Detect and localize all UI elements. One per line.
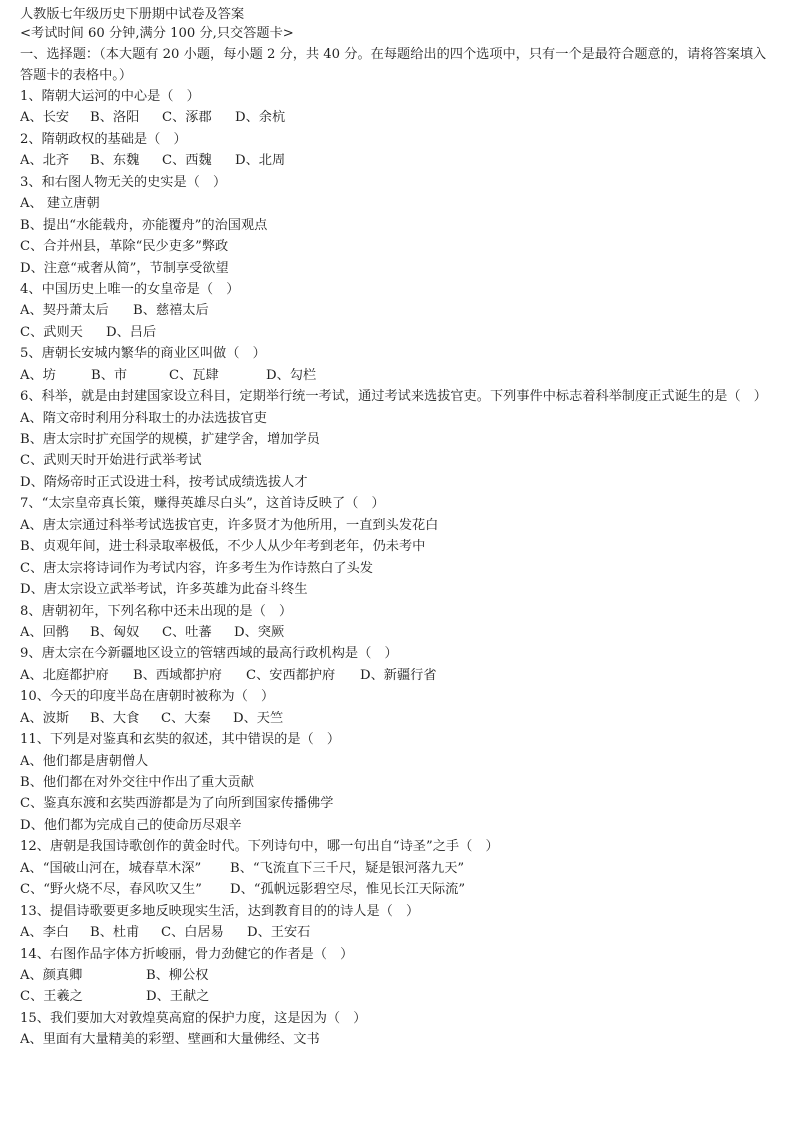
option-c: C、合并州县，革除“民少吏多”弊政 bbox=[20, 239, 229, 255]
option-a: A、颜真卿 bbox=[20, 967, 83, 983]
option-a: A、北齐 bbox=[20, 153, 70, 169]
option-c: C、涿郡 bbox=[162, 110, 212, 126]
page-title: 人教版七年级历史下册期中试卷及答案 bbox=[20, 7, 245, 22]
option-d: D、隋炀帝时正式设进士科，按考试成绩选拔人才 bbox=[20, 474, 308, 490]
options-row bbox=[20, 879, 778, 900]
option-a: A、北庭都护府 bbox=[20, 667, 109, 683]
option-c: C、武则天时开始进行武举考试 bbox=[20, 453, 202, 469]
option-b: B、东魏 bbox=[90, 153, 140, 169]
option-d: D、余杭 bbox=[235, 110, 286, 126]
options-row bbox=[20, 922, 778, 943]
option-d: D、王安石 bbox=[247, 925, 311, 941]
option-a: A、回鹘 bbox=[20, 624, 70, 640]
options-row bbox=[20, 858, 778, 879]
option-d: D、吕后 bbox=[106, 324, 157, 340]
option-c: C、吐蕃 bbox=[162, 624, 212, 640]
option-d: D、注意“戒奢从简”，节制享受欲望 bbox=[20, 260, 229, 276]
option-c: C、西魏 bbox=[162, 153, 212, 169]
option-a: A、里面有大量精美的彩塑、壁画和大量佛经、文书 bbox=[20, 1032, 320, 1048]
option-a: A、他们都是唐朝僧人 bbox=[20, 753, 149, 769]
option-b: B、西域都护府 bbox=[133, 667, 222, 683]
option-b: B、柳公权 bbox=[146, 967, 209, 983]
option-a: A、“国破山河在，城春草木深” bbox=[20, 860, 202, 876]
question-stem: 6、科举，就是由封建国家设立科目，定期举行统一考试，通过考试来选拔官吏。下列事件中标志着科举制度正式诞生的是（ ） bbox=[20, 389, 767, 405]
option-d: D、北周 bbox=[235, 153, 286, 169]
option-b: B、提出“水能载舟，亦能覆舟”的治国观点 bbox=[20, 217, 268, 233]
options-row bbox=[20, 665, 778, 686]
option-b: B、杜甫 bbox=[90, 925, 140, 941]
option-d: D、王献之 bbox=[146, 989, 210, 1005]
option-b: B、大食 bbox=[90, 710, 140, 726]
question-stem: 13、提倡诗歌要更多地反映现实生活，达到教育目的的诗人是（ ） bbox=[20, 903, 420, 919]
options-row bbox=[20, 300, 778, 321]
option-c: C、“野火烧不尽，春风吹又生” bbox=[20, 882, 202, 898]
option-b: B、“飞流直下三千尺，疑是银河落九天” bbox=[230, 860, 465, 876]
option-a: A、隋文帝时利用分科取士的办法选拔官吏 bbox=[20, 410, 267, 426]
question-stem: 2、隋朝政权的基础是（ ） bbox=[20, 131, 187, 147]
option-c: C、白居易 bbox=[161, 925, 224, 941]
question-stem: 4、中国历史上唯一的女皇帝是（ ） bbox=[20, 281, 240, 297]
option-c: C、武则天 bbox=[20, 324, 83, 340]
question-stem: 12、唐朝是我国诗歌创作的黄金时代。下列诗句中，哪一句出自“诗圣”之手（ ） bbox=[20, 839, 499, 855]
question-stem: 8、唐朝初年，下列名称中还未出现的是（ ） bbox=[20, 603, 293, 619]
option-d: D、天竺 bbox=[233, 710, 284, 726]
option-b: B、洛阳 bbox=[90, 110, 140, 126]
option-d: D、突厥 bbox=[234, 624, 285, 640]
options-row bbox=[20, 107, 778, 128]
option-a: A、长安 bbox=[20, 110, 70, 126]
option-c: C、大秦 bbox=[161, 710, 211, 726]
option-a: A、坊 bbox=[20, 367, 56, 383]
section-heading: 一、选择题：（本大题有 20 小题，每小题 2 分，共 40 分。在每题给出的四个选项中，只有一个是最符合题意的，请将答案填入答题卡的表格中。） bbox=[20, 47, 767, 83]
question-stem: 1、隋朝大运河的中心是（ ） bbox=[20, 89, 200, 104]
options-row bbox=[20, 322, 778, 343]
option-c: C、鉴真东渡和玄奘西游都是为了向所到国家传播佛学 bbox=[20, 796, 334, 812]
option-a: A、波斯 bbox=[20, 710, 70, 726]
options-row bbox=[20, 965, 778, 986]
option-d: D、他们都为完成自己的使命历尽艰辛 bbox=[20, 817, 242, 833]
option-b: B、匈奴 bbox=[90, 624, 140, 640]
options-row bbox=[20, 986, 778, 1007]
question-stem: 15、我们要加大对敦煌莫高窟的保护力度，这是因为（ ） bbox=[20, 1010, 367, 1026]
question-stem: 14、右图作品字体方折峻丽，骨力劲健它的作者是（ ） bbox=[20, 946, 354, 962]
option-d: D、唐太宗设立武举考试，许多英雄为此奋斗终生 bbox=[20, 582, 308, 598]
options-row bbox=[20, 708, 778, 729]
question-stem: 11、下列是对鉴真和玄奘的叙述，其中错误的是（ ） bbox=[20, 732, 341, 748]
question-stem: 9、唐太宗在今新疆地区设立的管辖西域的最高行政机构是（ ） bbox=[20, 646, 398, 662]
question-stem: 10、今天的印度半岛在唐朝时被称为（ ） bbox=[20, 689, 275, 705]
question-stem: 7、“太宗皇帝真长策，赚得英雄尽白头”，这首诗反映了（ ） bbox=[20, 496, 385, 512]
option-a: A、 建立唐朝 bbox=[20, 196, 100, 212]
exam-instructions: <考试时间 60 分钟,满分 100 分,只交答题卡> bbox=[20, 26, 294, 41]
option-c: C、王羲之 bbox=[20, 989, 83, 1005]
option-c: C、安西都护府 bbox=[246, 667, 336, 683]
options-row bbox=[20, 365, 778, 386]
options-row bbox=[20, 150, 778, 171]
option-b: B、他们都在对外交往中作出了重大贡献 bbox=[20, 775, 254, 791]
option-b: B、市 bbox=[91, 367, 128, 383]
exam-page bbox=[20, 6, 778, 1051]
option-d: D、“孤帆远影碧空尽，惟见长江天际流” bbox=[230, 882, 466, 898]
question-stem: 5、唐朝长安城内繁华的商业区叫做（ ） bbox=[20, 346, 266, 362]
option-a: A、契丹萧太后 bbox=[20, 303, 109, 319]
option-a: A、李白 bbox=[20, 925, 70, 941]
option-b: B、唐太宗时扩充国学的规模，扩建学舍，增加学员 bbox=[20, 432, 320, 448]
option-d: D、勾栏 bbox=[266, 367, 317, 383]
option-d: D、新疆行省 bbox=[360, 667, 437, 683]
option-a: A、唐太宗通过科举考试选拔官吏，许多贤才为他所用，一直到头发花白 bbox=[20, 517, 439, 533]
option-b: B、慈禧太后 bbox=[133, 303, 209, 319]
question-stem: 3、和右图人物无关的史实是（ ） bbox=[20, 174, 227, 190]
option-c: C、唐太宗将诗词作为考试内容，许多考生为作诗熬白了头发 bbox=[20, 560, 373, 576]
option-b: B、贞观年间，进士科录取率极低，不少人从少年考到老年，仍未考中 bbox=[20, 539, 426, 555]
options-row bbox=[20, 622, 778, 643]
option-c: C、瓦肆 bbox=[169, 367, 219, 383]
